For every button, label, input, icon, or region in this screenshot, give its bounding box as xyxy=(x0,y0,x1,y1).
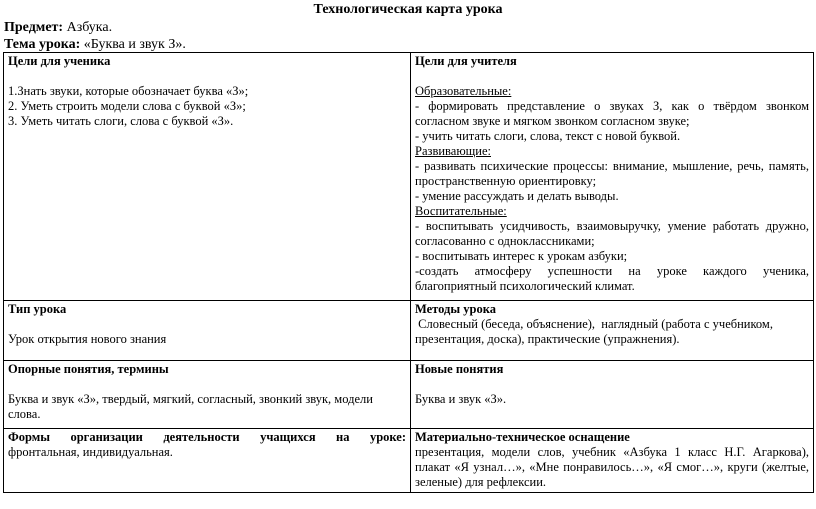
student-goal-item: 3. Уметь читать слоги, слова с буквой «З». xyxy=(8,114,234,128)
forms-header: Формы организации деятельности учащихся на уроке: xyxy=(8,430,406,444)
teacher-goal-item: - учить читать слоги, слова, текст с новой буквой. xyxy=(415,129,681,143)
upbringing-goals-label: Воспитательные: xyxy=(415,204,507,218)
methods-cell xyxy=(411,301,814,361)
teacher-goal-item: - формировать представление о звуках З, как о твёрдом звонком согласном звуке и мягком звонком согласном звуке; xyxy=(415,99,809,128)
terms-row xyxy=(4,361,814,429)
key-terms-value: Буква и звук «З», твердый, мягкий, согласный, звонкий звук, модели слова. xyxy=(8,392,373,421)
forms-equipment-row xyxy=(4,429,814,493)
teacher-goals-cell xyxy=(411,53,814,301)
methods-header: Методы урока xyxy=(415,302,496,316)
subject-value: Азбука. xyxy=(66,20,113,35)
forms-cell xyxy=(4,429,411,493)
key-terms-cell xyxy=(4,361,411,429)
key-terms-header: Опорные понятия, термины xyxy=(8,362,169,376)
teacher-goal-item: - умение рассуждать и делать выводы. xyxy=(415,189,619,203)
lesson-type-header: Тип урока xyxy=(8,302,67,316)
educational-goals-label: Образовательные: xyxy=(415,84,512,98)
lesson-type-value: Урок открытия нового знания xyxy=(8,332,167,346)
teacher-goal-item: - воспитывать усидчивость, взаимовыручку, умение работать дружно, согласованно с одноклассниками; xyxy=(415,219,809,248)
teacher-goal-item: - воспитывать интерес к урокам азбуки; xyxy=(415,249,628,263)
type-methods-row xyxy=(4,301,814,361)
subject-line xyxy=(4,20,112,36)
document-title: Технологическая карта урока xyxy=(313,2,503,17)
teacher-goal-item: -создать атмосферу успешности на уроке каждого ученика, благоприятный психологический климат. xyxy=(415,264,809,293)
student-goal-item: 2. Уметь строить модели слова с буквой «З»; xyxy=(8,99,246,113)
student-goals-cell xyxy=(4,53,411,301)
teacher-goal-item: - развивать психические процессы: внимание, мышление, речь, память, пространственную ориентировку; xyxy=(415,159,809,188)
topic-value: «Буква и звук З». xyxy=(83,37,186,52)
student-goal-item: 1.Знать звуки, которые обозначает буква «З»; xyxy=(8,84,249,98)
lesson-type-cell xyxy=(4,301,411,361)
new-terms-header: Новые понятия xyxy=(415,362,504,376)
student-goals-header: Цели для ученика xyxy=(8,54,111,68)
topic-line xyxy=(4,37,186,53)
equipment-cell xyxy=(411,429,814,493)
teacher-goals-header: Цели для учителя xyxy=(415,54,517,68)
new-terms-cell xyxy=(411,361,814,429)
goals-row xyxy=(4,53,814,301)
new-terms-value: Буква и звук «З». xyxy=(415,392,507,406)
equipment-value: презентация, модели слов, учебник «Азбука 1 класс Н.Г. Агаркова), плакат «Я узнал…», «Мне понравилось…», «Я смог…», круги (желтые, зеленые) для рефлексии. xyxy=(415,445,809,489)
equipment-header: Материально-техническое оснащение xyxy=(415,430,630,444)
lesson-plan-table xyxy=(3,52,814,493)
developmental-goals-label: Развивающие: xyxy=(415,144,491,158)
topic-label: Тема урока: xyxy=(4,37,81,52)
forms-value: фронтальная, индивидуальная. xyxy=(8,445,173,459)
methods-value: Словесный (беседа, объяснение), наглядный (работа с учебником, презентация, доска), практические (упражнения). xyxy=(415,317,777,346)
subject-label: Предмет: xyxy=(4,20,64,35)
